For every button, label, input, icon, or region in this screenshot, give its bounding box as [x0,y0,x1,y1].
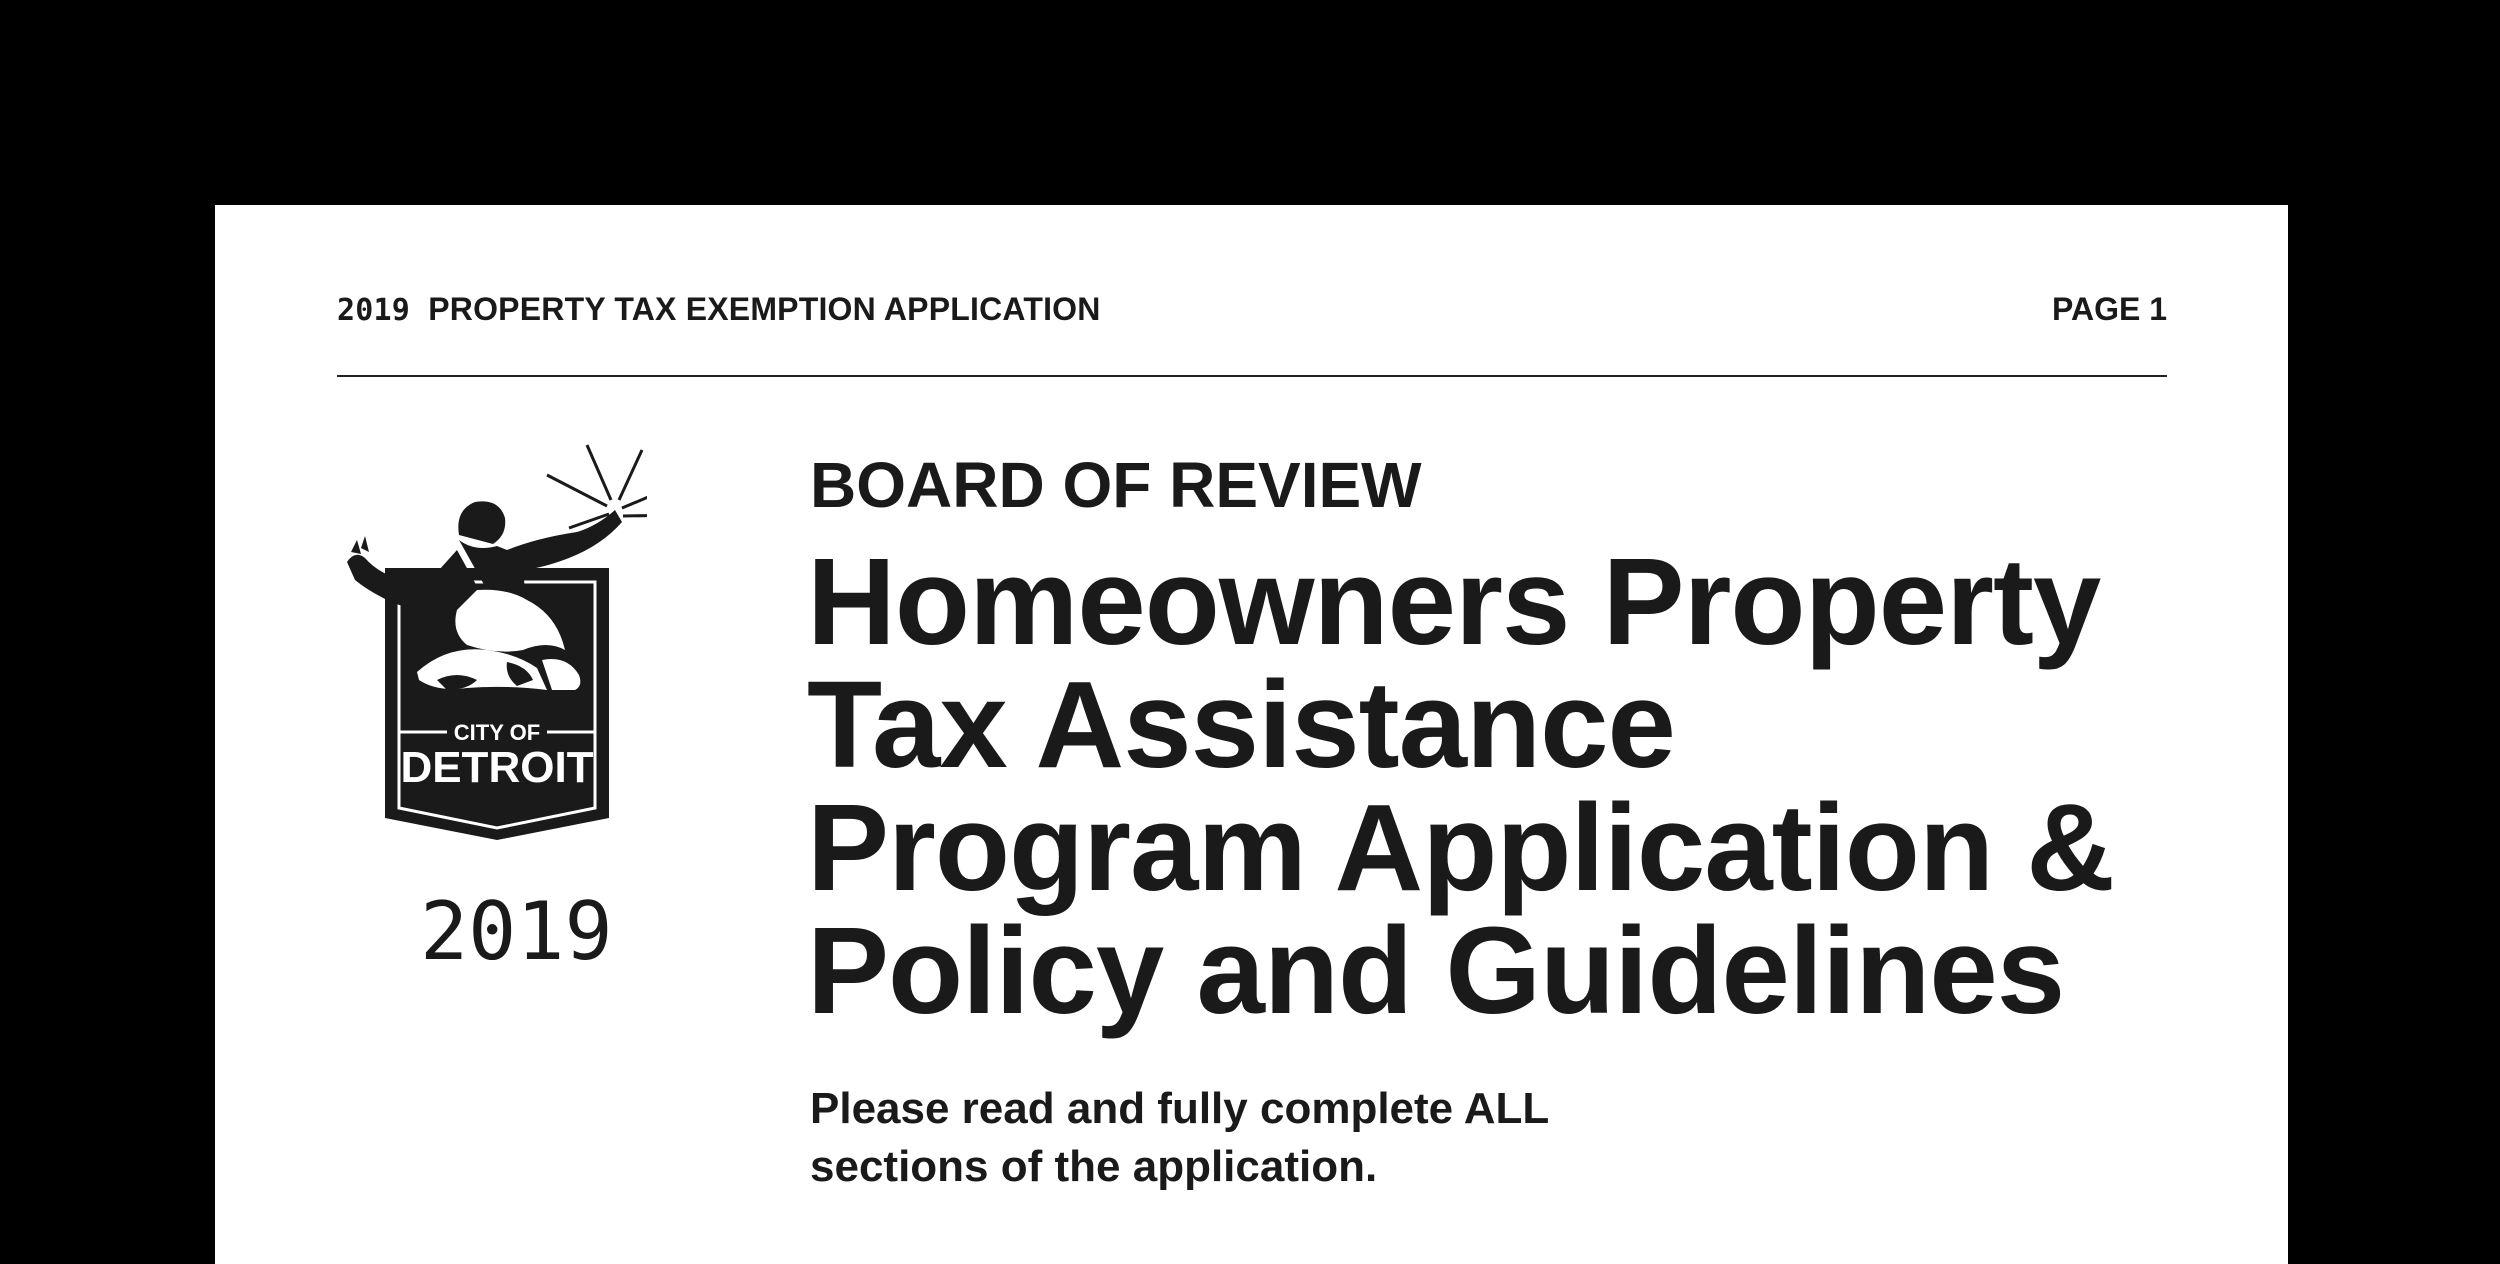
city-of-detroit-logo [347,440,647,840]
header-title-text: PROPERTY TAX EXEMPTION APPLICATION [428,291,1101,327]
title-line: Program Application & [807,780,2115,917]
instructions-text [810,1080,1710,1196]
page-number: PAGE 1 [2052,291,2167,327]
board-of-review-subtitle: BOARD OF REVIEW [810,449,1422,521]
title-line: Homeowners Property [807,534,2101,671]
instructions-line: Please read and fully complete ALL [810,1084,1550,1133]
header-title [337,291,1101,328]
instructions-line: sections of the application. [810,1142,1378,1191]
document-title [807,534,2207,1040]
logo-year: 2019 [420,885,613,978]
header-divider [337,375,2167,377]
page-header [337,291,2167,331]
title-line: Tax Assistance [807,657,1675,794]
rays-icon [547,445,647,528]
title-line: Policy and Guidelines [807,903,2065,1040]
logo-detroit: DETROIT [400,743,594,792]
document-page [215,205,2288,1264]
logo-city-of: CITY OF [453,720,541,745]
header-year: 2019 [337,293,411,328]
